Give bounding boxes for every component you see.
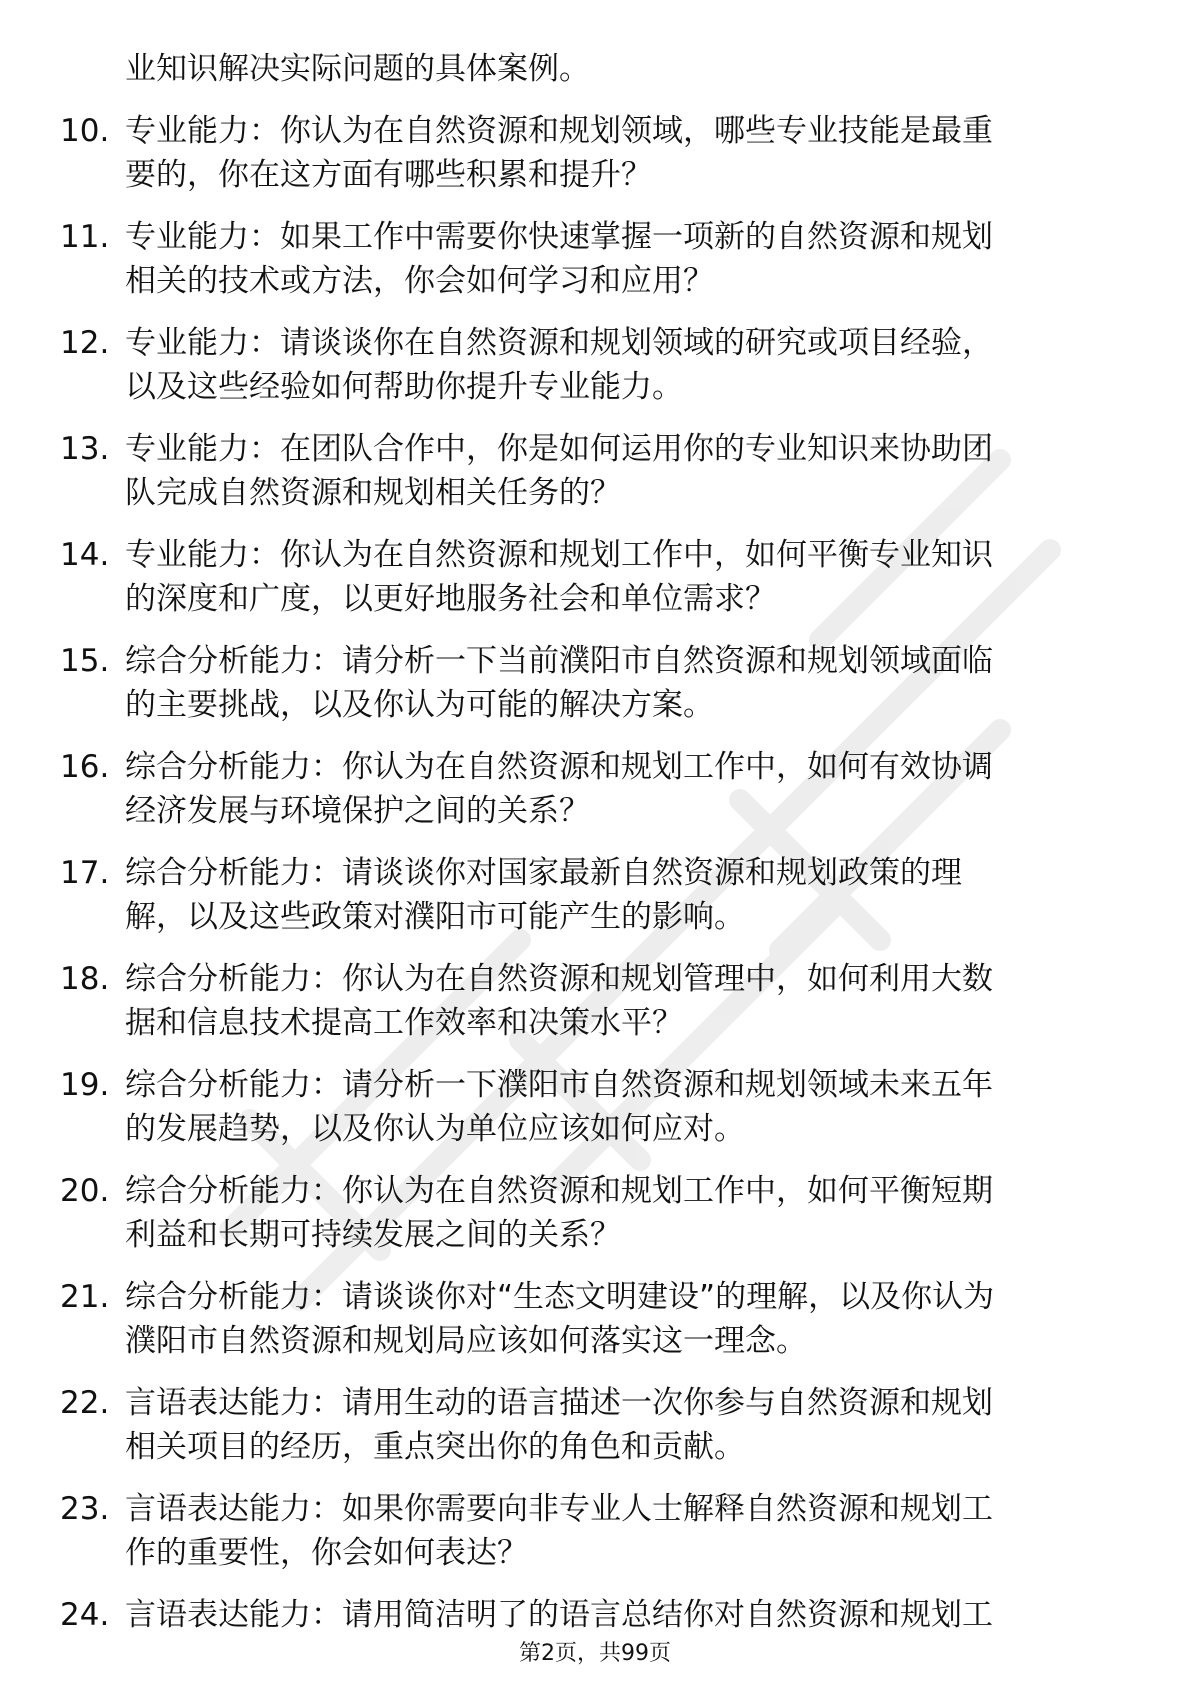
question-number: 24.	[60, 1597, 110, 1633]
question-text-line: 经济发展与环境保护之间的关系？	[125, 793, 590, 829]
question-text-line: 言语表达能力：请用简洁明了的语言总结你对自然资源和规划工	[125, 1597, 993, 1633]
question-number: 21.	[60, 1279, 110, 1315]
question-text-line: 综合分析能力：你认为在自然资源和规划管理中，如何利用大数	[125, 961, 993, 997]
question-item	[60, 1063, 1120, 1151]
question-number: 20.	[60, 1173, 110, 1209]
question-number: 16.	[60, 749, 110, 785]
question-text	[125, 1063, 1120, 1151]
question-text-line: 专业能力：在团队合作中，你是如何运用你的专业知识来协助团	[125, 431, 993, 467]
question-text	[125, 321, 1120, 409]
question-item	[60, 321, 1120, 409]
question-text-line: 专业能力：请谈谈你在自然资源和规划领域的研究或项目经验，	[125, 325, 993, 361]
question-item	[60, 851, 1120, 939]
question-text-line: 以及这些经验如何帮助你提升专业能力。	[125, 369, 683, 405]
question-item	[60, 1381, 1120, 1469]
question-text-line: 利益和长期可持续发展之间的关系？	[125, 1217, 621, 1253]
question-text	[125, 639, 1120, 727]
question-text-line: 专业能力：你认为在自然资源和规划工作中，如何平衡专业知识	[125, 537, 993, 573]
question-text	[125, 109, 1120, 197]
question-text-line: 的主要挑战，以及你认为可能的解决方案。	[125, 687, 714, 723]
question-number: 19.	[60, 1067, 110, 1103]
question-text-line: 相关项目的经历，重点突出你的角色和贡献。	[125, 1429, 745, 1465]
question-item	[60, 1487, 1120, 1575]
question-text	[125, 745, 1120, 833]
question-item	[60, 1593, 1120, 1637]
question-text-line: 相关的技术或方法，你会如何学习和应用？	[125, 263, 714, 299]
question-text-line: 专业能力：你认为在自然资源和规划领域，哪些专业技能是最重	[125, 113, 993, 149]
question-text-line: 要的，你在这方面有哪些积累和提升？	[125, 157, 652, 193]
question-text	[125, 851, 1120, 939]
question-number: 12.	[60, 325, 110, 361]
question-item	[60, 533, 1120, 621]
question-text-line: 言语表达能力：请用生动的语言描述一次你参与自然资源和规划	[125, 1385, 993, 1421]
question-text	[125, 1169, 1120, 1257]
question-text-line: 综合分析能力：你认为在自然资源和规划工作中，如何平衡短期	[125, 1173, 993, 1209]
question-text	[125, 215, 1120, 303]
question-text-line: 综合分析能力：请分析一下当前濮阳市自然资源和规划领域面临	[125, 643, 993, 679]
question-item	[60, 745, 1120, 833]
question-text-line: 队完成自然资源和规划相关任务的？	[125, 475, 621, 511]
question-text	[125, 1275, 1120, 1363]
question-text-line: 的发展趋势，以及你认为单位应该如何应对。	[125, 1111, 745, 1147]
question-text-line: 据和信息技术提高工作效率和决策水平？	[125, 1005, 683, 1041]
question-number: 22.	[60, 1385, 110, 1421]
continuation-line: 业知识解决实际问题的具体案例。	[125, 51, 590, 87]
question-text-line: 综合分析能力：请分析一下濮阳市自然资源和规划领域未来五年	[125, 1067, 993, 1103]
question-item	[60, 1169, 1120, 1257]
question-item	[60, 639, 1120, 727]
question-text	[125, 957, 1120, 1045]
question-text-line: 言语表达能力：如果你需要向非专业人士解释自然资源和规划工	[125, 1491, 993, 1527]
page-footer: 第2页，共99页	[519, 1641, 671, 1666]
question-text	[125, 533, 1120, 621]
question-text-line: 综合分析能力：你认为在自然资源和规划工作中，如何有效协调	[125, 749, 993, 785]
question-number: 11.	[60, 219, 110, 255]
question-text-line: 综合分析能力：请谈谈你对“生态文明建设”的理解，以及你认为	[125, 1279, 995, 1315]
question-item	[60, 427, 1120, 515]
question-number: 23.	[60, 1491, 110, 1527]
question-text-line: 解，以及这些政策对濮阳市可能产生的影响。	[125, 899, 745, 935]
question-number: 10.	[60, 113, 110, 149]
question-number: 13.	[60, 431, 110, 467]
question-text	[125, 1593, 1120, 1637]
question-text-line: 作的重要性，你会如何表达？	[125, 1535, 528, 1571]
question-number: 17.	[60, 855, 110, 891]
question-text	[125, 427, 1120, 515]
question-number: 15.	[60, 643, 110, 679]
question-list	[60, 47, 1120, 1655]
question-text-line: 综合分析能力：请谈谈你对国家最新自然资源和规划政策的理	[125, 855, 962, 891]
question-number: 18.	[60, 961, 110, 997]
question-item	[60, 215, 1120, 303]
question-text-line: 濮阳市自然资源和规划局应该如何落实这一理念。	[125, 1323, 807, 1359]
question-number: 14.	[60, 537, 110, 573]
question-text-line: 专业能力：如果工作中需要你快速掌握一项新的自然资源和规划	[125, 219, 993, 255]
question-text	[125, 1381, 1120, 1469]
question-item	[60, 957, 1120, 1045]
question-text	[125, 1487, 1120, 1575]
question-item	[60, 1275, 1120, 1363]
question-item	[60, 109, 1120, 197]
question-text-line: 的深度和广度，以更好地服务社会和单位需求？	[125, 581, 776, 617]
